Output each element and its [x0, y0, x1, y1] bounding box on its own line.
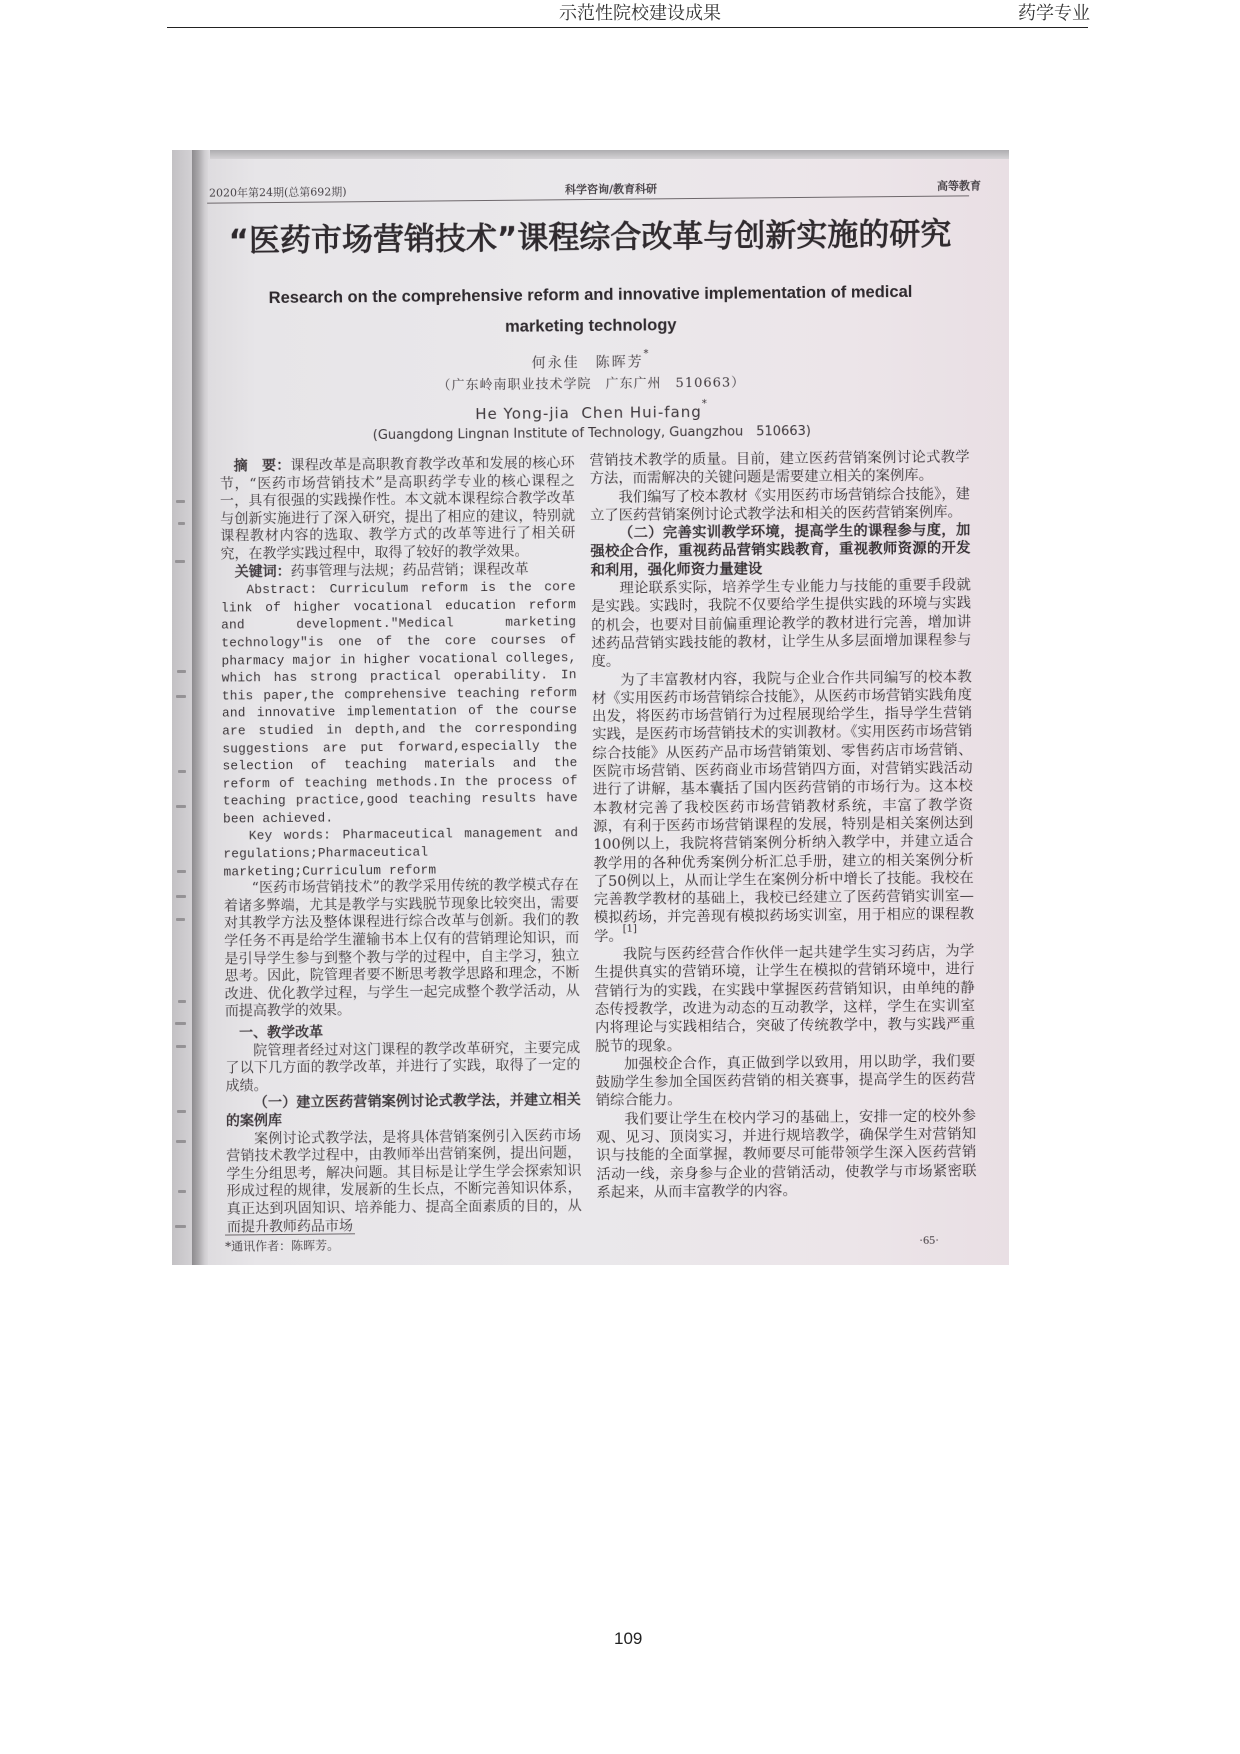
header-major: 药学专业 — [1018, 3, 1090, 24]
article-title-cn: “医药市场营销技术”课程综合改革与创新实施的研究 — [228, 216, 952, 260]
journal-name: 科学咨询/教育科研 — [564, 182, 658, 197]
corresponding-mark-en: * — [701, 397, 709, 411]
right-paragraph-4 — [592, 668, 975, 946]
journal-issue: 2020年第24期(总第692期) — [208, 185, 347, 200]
author-2-en: Chen Hui-fang — [581, 402, 702, 423]
header-rule — [167, 27, 1088, 28]
abstract-en — [221, 578, 578, 828]
section-1-paragraph: 院管理者经过对这门课程的教学改革研究，主要完成了以下几方面的教学改革，并进行了实践，取得了一定的成绩。 — [225, 1039, 581, 1095]
keywords-en-text: Pharmaceutical management and regulations;Pharmaceutical marketing;Curriculum reform — [223, 825, 579, 880]
intro-paragraph: “医药市场营销技术”的教学采用传统的教学模式存在着诸多弊端，尤其是教学与实践脱节现象比较突出，需要对其教学方法及整体课程进行综合改革与创新。我们的教学任务不再是给学生灌输书本上仅有的营销理论知识，而是引导学生参与到整个教与学的过程中，自主学习，独立思考。因此，院管理者要不断思考教学思路和理念，不断改进、优化教学过程，与学生一起完成整个教学活动，从而提高教学的效果。 — [223, 877, 580, 1020]
abstract-cn-label: 摘 要： — [233, 457, 291, 475]
author-1-cn: 何永佳 — [531, 355, 580, 372]
corresponding-author-footnote: *通讯作者：陈晖芳。 — [225, 1238, 340, 1254]
abstract-en-label: Abstract: — [246, 581, 318, 598]
right-column — [590, 448, 978, 1236]
affiliation-en: (Guangdong Lingnan Institute of Technology, Guangzhou 510663) — [372, 423, 812, 444]
right-paragraph-6: 加强校企合作，真正做到学以致用，用以助学，我们要鼓励学生参加全国医药营销的相关赛事，提高学生的医药营销综合能力。 — [595, 1053, 976, 1110]
author-1-en: He Yong-jia — [475, 404, 570, 424]
keywords-en — [223, 825, 578, 881]
right-paragraph-1: 营销技术教学的质量。目前，建立医药营销案例讨论式教学方法，而需解决的关键问题是需要建立相关的案例库。 — [589, 449, 970, 488]
author-2-cn: 陈晖芳 — [595, 354, 644, 371]
abstract-cn-text: 课程改革是高职教育教学改革和发展的核心环节，“医药市场营销技术”是高职药学专业的核心课程之一，具有很强的实践操作性。本文就本课程综合教学改革与创新实施进行了深入研究，提出了相应的建议，特别就课程教材内容的选取、教学方式的改革等进行了相关研究，在教学实践过程中，取得了较好的教学效果。 — [219, 455, 576, 563]
journal-page-content — [167, 146, 1015, 1269]
header-title: 示范性院校建设成果 — [559, 3, 721, 24]
article-title-en-line1: Research on the comprehensive reform and innovative implementation of medical — [268, 282, 913, 308]
left-column — [219, 455, 582, 1236]
subsection-1-paragraph: 案例讨论式教学法，是将具体营销案例引入医药市场营销技术教学过程中，由教师举出营销案例，提出问题，学生分组思考，解决问题。其目标是让学生学会探索知识形成过程的规律，发展新的生长点，不断完善知识体系，真正达到巩固知识、培养能力、提高全面素质的目的，从而提升教师药品市场 — [226, 1127, 582, 1236]
right-paragraph-2: 我们编写了校本教材《实用医药市场营销综合技能》，建立了医药营销案例讨论式教学法和相关的医药营销案例库。 — [590, 485, 971, 524]
corresponding-mark-cn: * — [643, 348, 651, 360]
keywords-cn-text: 药事管理与法规；药品营销；课程改革 — [290, 561, 529, 580]
keywords-cn-label: 关键词： — [234, 563, 291, 580]
right-paragraph-7: 我们要让学生在校内学习的基础上，安排一定的校外参观、见习、顶岗实习，并进行规培教学，确保学生对营销知识与技能的全面掌握，教师要尽可能带领学生深入医药营销活动一线，亲身参与企业的营销活动，使教学与市场紧密联系起来，从而丰富教学的内容。 — [596, 1108, 977, 1201]
journal-section: 高等教育 — [936, 179, 982, 193]
scanned-article-photo — [172, 150, 1009, 1265]
keywords-en-label: Key words: — [248, 827, 332, 844]
affiliation-cn: （广东岭南职业技术学院 广东广州 510663） — [437, 375, 746, 394]
subsection-1-heading: （一）建立医药营销案例讨论式教学法，并建立相关的案例库 — [225, 1092, 581, 1130]
right-paragraph-4-text: 为了丰富教材内容，我院与企业合作共同编写的校本教材《实用医药市场营销综合技能》，从医药市场营销实践角度出发，将医药市场营销行为过程展现给学生，指导学生营销实践，是医药市场营销技术的实训教材。《实用医药市场营销综合技能》从医药产品市场营销策划、零售药店市场营销、医院市场营销、医药商业市场营销四方面，对营销实践活动进行了讲解，基本囊括了国内医药营销的市场行为。这本校本教材完善了我校医药市场营销教材系统，丰富了教学资源，有利于医药市场营销课程的发展，特别是相关案例达到100例以上，我院将营销案例分析纳入教学中，并建立适合教学用的各种优秀案例分析汇总手册，建立的相关案例分析了50例以上，从而让学生在案例分析中增长了技能。我校在完善教学教材的基础上，我校已经建立了医药营销实训室—模拟药场，并完善现有模拟药场实训室，用于相应的课程教学。 — [591, 668, 975, 945]
abstract-cn — [220, 455, 576, 564]
right-paragraph-3: 理论联系实际，培养学生专业能力与技能的重要手段就是实践。实践时，我院不仅要给学生提供实践的环境与实践的机会，也要对目前偏重理论教学的教材进行完善，增加讲述药品营销实践技能的教材，让学生从多层面增加课程参与度。 — [590, 577, 972, 671]
section-1-heading: 一、教学改革 — [239, 1024, 324, 1042]
page-number: 109 — [614, 1629, 643, 1648]
citation-1: [1] — [622, 923, 637, 935]
article-title-en-line2: marketing technology — [504, 316, 677, 336]
journal-page-number: ·65· — [919, 1232, 940, 1247]
abstract-en-text: Curriculum reform is the core link of higher vocational education reform and development."Medical marketing technology"is one of the core courses of pharmacy major in higher vocational colleges, which has strong practical operability. In this paper,the comprehensive teaching reform and innovative implementation of the course are studied in depth,and the corresponding suggestions are put forward,especially the selection of teaching materials and the reform of teaching methods.In the process of teaching practice,good teaching results have been achieved. — [220, 579, 578, 827]
subsection-2-heading: （二）完善实训教学环境，提高学生的课程参与度，加强校企合作，重视药品营销实践教育，重视教师资源的开发和利用，强化师资力量建设 — [590, 522, 971, 579]
right-paragraph-5: 我院与医药经营合作伙伴一起共建学生实习药店，为学生提供真实的营销环境，让学生在模拟的营销环境中，进行营销行为的实践，在实践中掌握医药营销知识，由单纯的静态传授教学，改进为动态的互动教学，这样，学生在实训室内将理论与实践相结合，突破了传统教学中，教与实践严重脱节的现象。 — [594, 943, 976, 1055]
